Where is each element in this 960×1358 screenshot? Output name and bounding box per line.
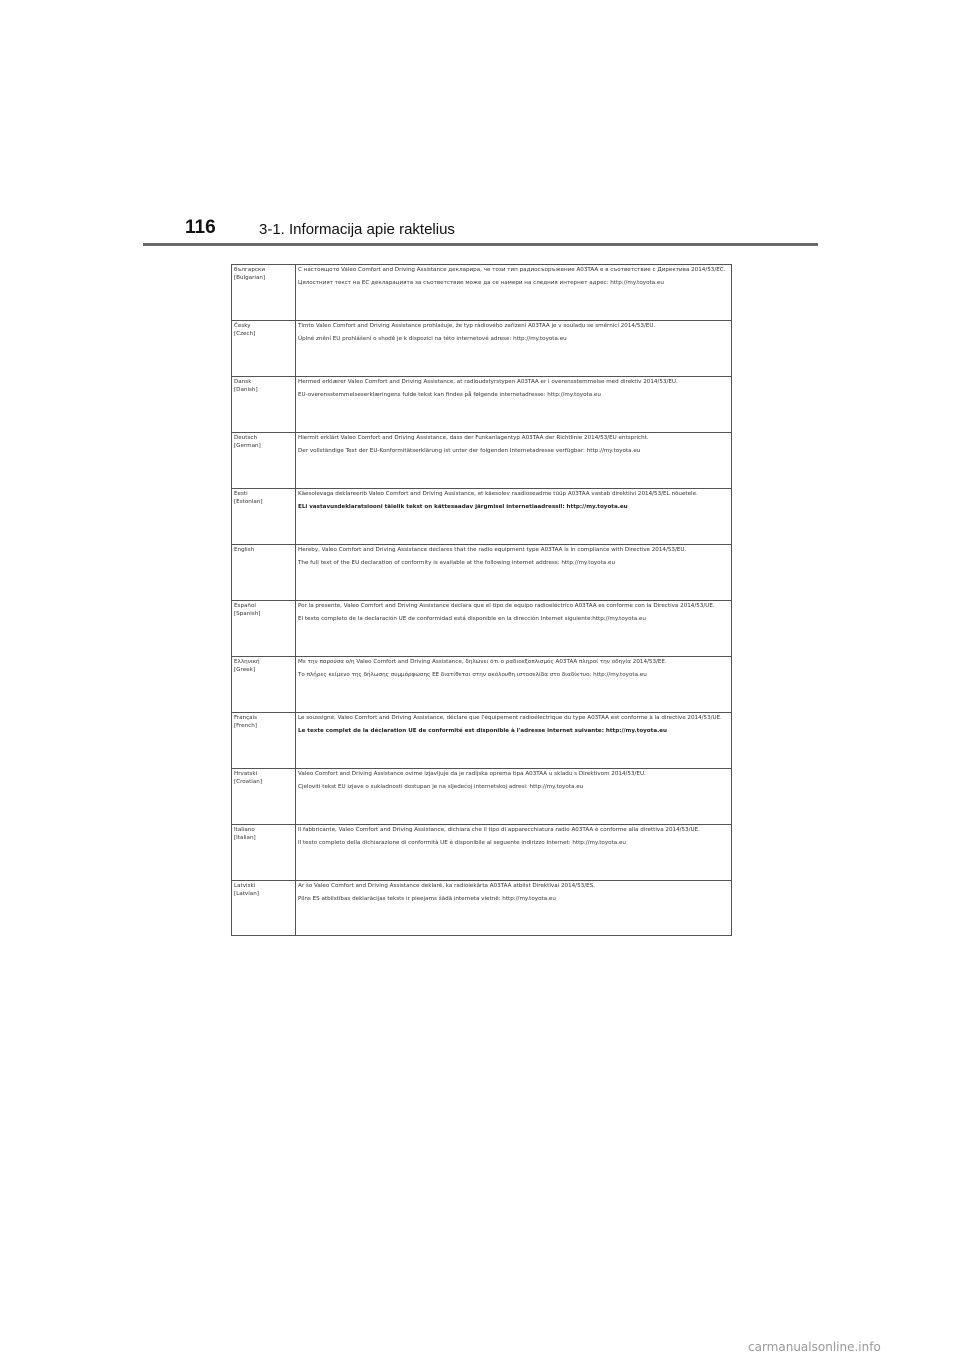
language-name: Dansk bbox=[234, 379, 252, 385]
language-cell bbox=[232, 489, 296, 545]
declaration-statement: Ar šo Valeo Comfort and Driving Assistance deklarē, ka radioiekārta A03TAA atbilst Direktīvai 2014/53/ES. bbox=[298, 883, 595, 889]
language-cell bbox=[232, 825, 296, 881]
language-name: English bbox=[234, 547, 255, 553]
declaration-statement: Käesolevaga deklareerib Valeo Comfort and Driving Assistance, et käesolev raadioseadme tüüp A03TAA vastab direktiivi 2014/53/EL nõuetele. bbox=[298, 491, 698, 497]
language-name: Latviski bbox=[234, 883, 256, 889]
declaration-statement: Hiermit erklärt Valeo Comfort and Driving Assistance, dass der Funkanlagentyp A03TAA der Richtlinie 2014/53/EU entspricht. bbox=[298, 435, 649, 441]
declaration-url-text: The full text of the EU declaration of conformity is available at the following internet address: http://my.toyota.eu bbox=[298, 560, 615, 566]
declaration-cell bbox=[296, 265, 732, 321]
language-name: Česky bbox=[234, 323, 251, 329]
language-cell bbox=[232, 769, 296, 825]
language-name-en: [Italian] bbox=[234, 835, 256, 841]
declaration-statement: Hereby, Valeo Comfort and Driving Assistance declares that the radio equipment type A03TAA is in compliance with Directive 2014/53/EU. bbox=[298, 547, 687, 553]
table-row bbox=[232, 489, 732, 545]
declaration-url-text: El texto completo de la declaración UE de conformidad está disponible en la dirección Internet siguiente:http://my.toyota.eu bbox=[298, 616, 646, 622]
declaration-statement: Valeo Comfort and Driving Assistance ovime izjavljuje da je radijska oprema tipa A03TAA u skladu s Direktivom 2014/53/EU. bbox=[298, 771, 646, 777]
language-name-en: [Latvian] bbox=[234, 891, 259, 897]
table-row bbox=[232, 601, 732, 657]
table-row bbox=[232, 321, 732, 377]
declaration-url-text: Il testo completo della dichiarazione di conformità UE è disponibile al seguente indirizzo Internet: http://my.toyota.eu bbox=[298, 840, 626, 846]
language-cell bbox=[232, 881, 296, 936]
declaration-url-text: Der vollständige Text der EU-Konformitätserklärung ist unter der folgenden Internetadresse verfügbar: http://my.toyota.eu bbox=[298, 448, 641, 454]
declaration-statement: Por la presente, Valeo Comfort and Driving Assistance declara que el tipo de equipo radioeléctrico A03TAA es conforme con la Directiva 2014/53/UE. bbox=[298, 603, 715, 609]
declaration-statement: Il fabbricante, Valeo Comfort and Driving Assistance, dichiara che il tipo di apparecchiatura radio A03TAA è conforme alla direttiva 2014/53/UE. bbox=[298, 827, 700, 833]
page-number: 116 bbox=[185, 217, 216, 238]
declaration-url-text: Cjeloviti tekst EU izjave o sukladnosti dostupan je na sljedećoj internetskoj adresi: http://my.toyota.eu bbox=[298, 784, 584, 790]
declaration-cell bbox=[296, 769, 732, 825]
table-row bbox=[232, 265, 732, 321]
declaration-cell bbox=[296, 321, 732, 377]
language-name: български bbox=[234, 267, 265, 273]
language-cell bbox=[232, 657, 296, 713]
language-name: Deutsch bbox=[234, 435, 258, 441]
language-name: Español bbox=[234, 603, 256, 609]
declaration-statement: Hermed erklærer Valeo Comfort and Driving Assistance, at radioudstyrstypen A03TAA er i overensstemmelse med direktiv 2014/53/EU. bbox=[298, 379, 678, 385]
table-row bbox=[232, 545, 732, 601]
language-name: Italiano bbox=[234, 827, 255, 833]
language-name: Hrvatski bbox=[234, 771, 258, 777]
declaration-table bbox=[231, 264, 732, 936]
declaration-statement: Le soussigné, Valeo Comfort and Driving Assistance, déclare que l'équipement radioélectrique du type A03TAA est conforme à la directive 2014/53/UE. bbox=[298, 715, 722, 721]
language-name-en: [Greek] bbox=[234, 667, 255, 673]
table-row bbox=[232, 377, 732, 433]
language-cell bbox=[232, 713, 296, 769]
language-cell bbox=[232, 545, 296, 601]
declaration-statement: Tímto Valeo Comfort and Driving Assistance prohlašuje, že typ rádiového zařízení A03TAA je v souladu se směrnicí 2014/53/EU. bbox=[298, 323, 656, 329]
declaration-statement: С настоящото Valeo Comfort and Driving Assistance декларира, че този тип радиосъоръжение A03TAA е в съответствие с Директива 2014/53/ЕС. bbox=[298, 267, 726, 273]
declaration-cell bbox=[296, 825, 732, 881]
declaration-cell bbox=[296, 601, 732, 657]
language-name: Ελληνική bbox=[234, 659, 260, 665]
declaration-url-text: Pilns ES atbilstības deklarācijas teksts ir pieejams šādā interneta vietnē: http://my.toyota.eu bbox=[298, 896, 556, 902]
declaration-url-text: Цялостният текст на ЕС декларацията за съответствие може да се намери на следния интернет адрес: http://my.toyota.eu bbox=[298, 280, 664, 286]
language-name-en: [Estonian] bbox=[234, 499, 263, 505]
section-title: 3-1. Informacija apie raktelius bbox=[259, 221, 455, 238]
table-row bbox=[232, 433, 732, 489]
declaration-statement: Με την παρούσα ο/η Valeo Comfort and Driving Assistance, δηλώνει ότι ο ραδιοεξοπλισμός A03TAA πληροί την οδηγία 2014/53/ΕΕ. bbox=[298, 659, 667, 665]
language-name-en: [Bulgarian] bbox=[234, 275, 266, 281]
language-name-en: [Croatian] bbox=[234, 779, 263, 785]
table-row bbox=[232, 713, 732, 769]
language-name-en: [Danish] bbox=[234, 387, 258, 393]
site-watermark: carmanualsonline.info bbox=[748, 1340, 881, 1354]
language-name-en: [Spanish] bbox=[234, 611, 261, 617]
declaration-cell bbox=[296, 545, 732, 601]
declaration-cell bbox=[296, 713, 732, 769]
table-row bbox=[232, 657, 732, 713]
declaration-cell bbox=[296, 489, 732, 545]
declaration-url-text: EU-overensstemmelseserklæringens fulde tekst kan findes på følgende internetadresse: http://my.toyota.eu bbox=[298, 392, 601, 398]
language-cell bbox=[232, 265, 296, 321]
declaration-cell bbox=[296, 433, 732, 489]
declaration-url-text: Le texte complet de la déclaration UE de conformité est disponible à l'adresse internet suivante: http://my.toyota.eu bbox=[298, 728, 667, 734]
language-cell bbox=[232, 601, 296, 657]
declaration-cell bbox=[296, 657, 732, 713]
header-divider bbox=[143, 243, 818, 246]
table-row bbox=[232, 825, 732, 881]
declaration-url-text: Úplné znění EU prohlášení o shodě je k dispozici na této internetové adrese: http://my.toyota.eu bbox=[298, 336, 567, 342]
language-name: Eesti bbox=[234, 491, 248, 497]
declaration-cell bbox=[296, 377, 732, 433]
language-name-en: [French] bbox=[234, 723, 257, 729]
table-row bbox=[232, 769, 732, 825]
declaration-url-text: Το πλήρες κείμενο της δήλωσης συμμόρφωσης ΕΕ διατίθεται στην ακόλουθη ιστοσελίδα στο διαδίκτυο: http://my.toyota.eu bbox=[298, 672, 647, 678]
declaration-url-text: ELi vastavusdeklaratsiooni täielik tekst on kättesaadav järgmisel internetiaadressil: http://my.toyota.eu bbox=[298, 504, 628, 510]
table-row bbox=[232, 881, 732, 936]
language-cell bbox=[232, 321, 296, 377]
language-cell bbox=[232, 377, 296, 433]
language-cell bbox=[232, 433, 296, 489]
language-name-en: [German] bbox=[234, 443, 261, 449]
declaration-cell bbox=[296, 881, 732, 936]
language-name: Français bbox=[234, 715, 258, 721]
language-name-en: [Czech] bbox=[234, 331, 256, 337]
